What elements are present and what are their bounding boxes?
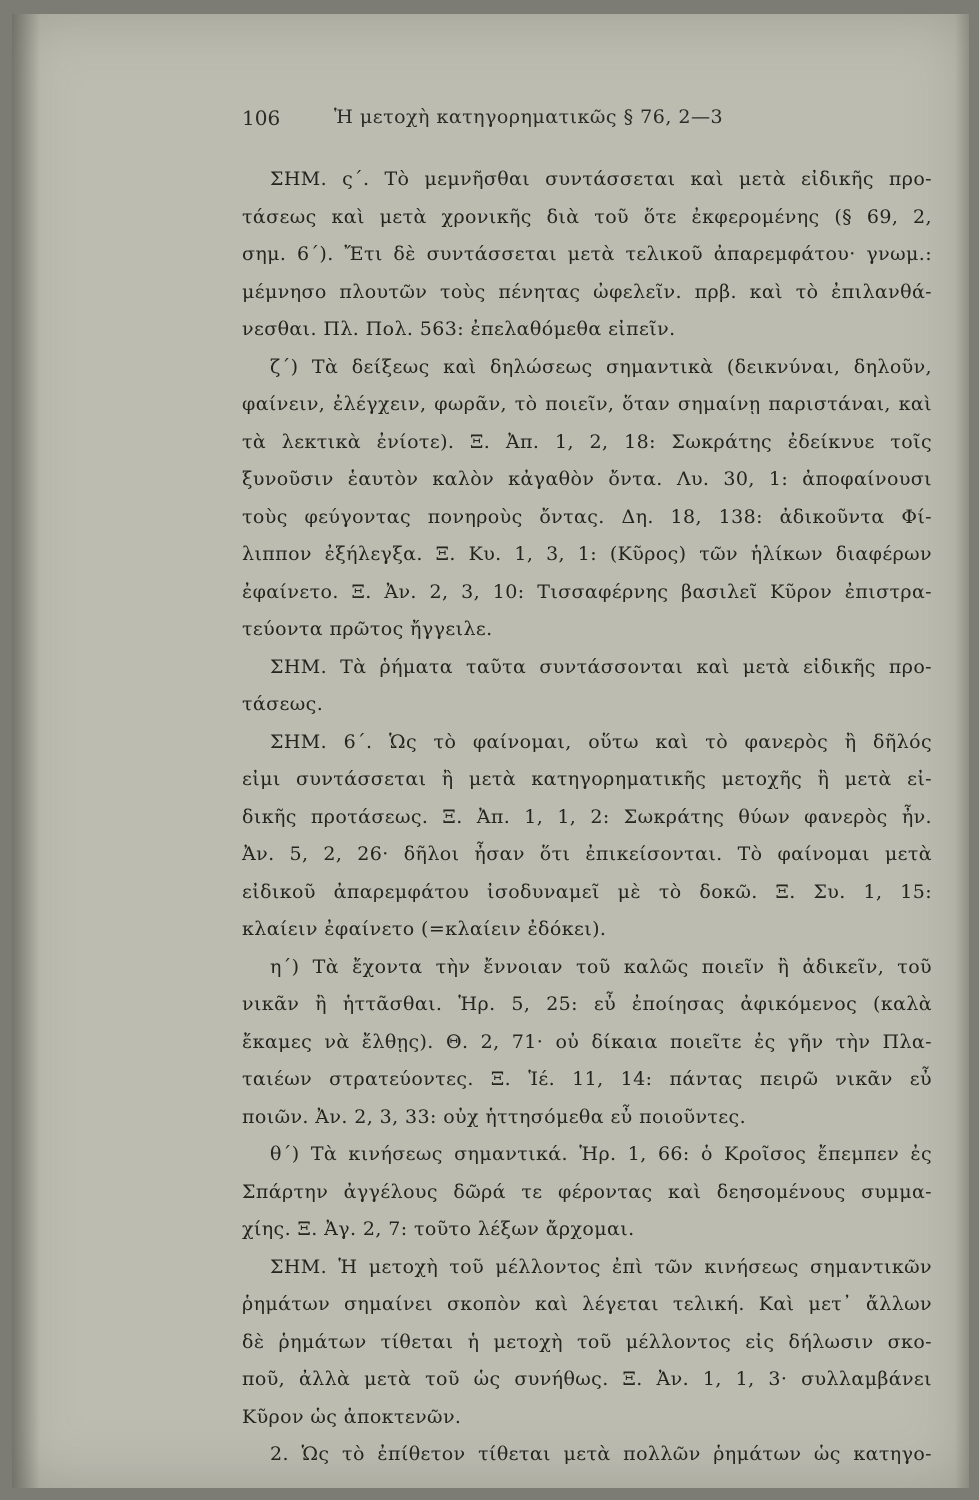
page-header <box>242 102 932 132</box>
text-line: τάσεως καὶ μετὰ χρονικῆς διὰ τοῦ ὅτε ἐκφερομένης (§ 69, 2, <box>242 205 932 228</box>
text-line: η΄) Τὰ ἔχοντα τὴν ἔννοιαν τοῦ καλῶς ποιεῖν ἢ ἀδικεῖν, τοῦ <box>270 955 932 978</box>
text-line: ΣΗΜ. Ἡ μετοχὴ τοῦ μέλλοντος ἐπὶ τῶν κινήσεως σημαντικῶν <box>270 1255 932 1278</box>
text-line: εἰδικοῦ ἀπαρεμφάτου ἰσοδυναμεῖ μὲ τὸ δοκῶ. Ξ. Συ. 1, 15: <box>242 880 932 903</box>
text-line: ξυνοῦσιν ἑαυτὸν καλὸν κἀγαθὸν ὄντα. Λυ. 30, 1: ἀποφαίνουσι <box>242 468 932 490</box>
body-text <box>242 161 932 1474</box>
text-line: ταιέων στρατεύοντες. Ξ. Ἱέ. 11, 14: πάντας πειρῶ νικᾶν εὖ <box>242 1068 932 1090</box>
text-line: Κῦρον ὡς ἀποκτενῶν. <box>242 1405 462 1428</box>
text-line: τοὺς φεύγοντας πονηροὺς ὄντας. Δη. 18, 138: ἀδικοῦντα Φί- <box>242 505 932 528</box>
text-line: τὰ λεκτικὰ ἐνίοτε). Ξ. Ἀπ. 1, 2, 18: Σωκράτης ἐδείκνυε τοῖς <box>242 430 932 453</box>
text-line: 2. Ὡς τὸ ἐπίθετον τίθεται μετὰ πολλῶν ῥημάτων ὡς κατηγο- <box>270 1443 932 1465</box>
text-line: φαίνειν, ἐλέγχειν, φωρᾶν, τὸ ποιεῖν, ὅταν σημαίνῃ παριστάναι, καὶ <box>242 393 932 415</box>
text-line: χίης. Ξ. Ἀγ. 2, 7: τοῦτο λέξων ἄρχομαι. <box>242 1218 635 1240</box>
text-line: λιππον ἐξήλεγξα. Ξ. Κυ. 1, 3, 1: (Κῦρος) τῶν ἡλίκων διαφέρων <box>242 543 932 565</box>
running-title: Ἡ μετοχὴ κατηγορηματικῶς § 76, 2—3 <box>334 106 724 128</box>
text-line: Ἀν. 5, 2, 26· δῆλοι ἦσαν ὅτι ἐπικείσονται. Τὸ φαίνομαι μετὰ <box>242 843 932 865</box>
book-page <box>12 14 969 1488</box>
text-line: ΣΗΜ. ς΄. Τὸ μεμνῆσθαι συντάσσεται καὶ μετὰ εἰδικῆς προ- <box>270 168 932 190</box>
text-line: σημ. 6΄). Ἔτι δὲ συντάσσεται μετὰ τελικοῦ ἀπαρεμφάτου· γνωμ.: <box>242 243 932 265</box>
text-line: ποιῶν. Ἀν. 2, 3, 33: οὐχ ἡττησόμεθα εὖ ποιοῦντες. <box>242 1105 747 1128</box>
text-line: μέμνησο πλουτῶν τοὺς πένητας ὠφελεῖν. πρβ. καὶ τὸ ἐπιλανθά- <box>242 280 932 303</box>
text-line: τεύοντα πρῶτος ἤγγειλε. <box>242 618 493 640</box>
text-line: ἐφαίνετο. Ξ. Ἀν. 2, 3, 10: Τισσαφέρνης βασιλεῖ Κῦρον ἐπιστρα- <box>242 580 932 603</box>
page-number: 106 <box>242 106 281 130</box>
text-line: ζ΄) Τὰ δείξεως καὶ δηλώσεως σημαντικὰ (δεικνύναι, δηλοῦν, <box>270 355 932 378</box>
text-line: ΣΗΜ. Τὰ ῥήματα ταῦτα συντάσσονται καὶ μετὰ εἰδικῆς προ- <box>270 655 932 678</box>
text-line: δικῆς προτάσεως. Ξ. Ἀπ. 1, 1, 2: Σωκράτης θύων φανερὸς ἦν. <box>242 805 932 828</box>
text-line: κλαίειν ἐφαίνετο (=κλαίειν ἐδόκει). <box>242 918 607 940</box>
text-line: εἰμι συντάσσεται ἢ μετὰ κατηγορηματικῆς μετοχῆς ἢ μετὰ εἰ- <box>242 768 932 790</box>
text-line: ποῦ, ἀλλὰ μετὰ τοῦ ὡς συνήθως. Ξ. Ἀν. 1, 1, 3· συλλαμβάνει <box>242 1368 932 1390</box>
text-line: Σπάρτην ἀγγέλους δῶρά τε φέροντας καὶ δεησομένους συμμα- <box>242 1180 932 1203</box>
text-line: ῥημάτων σημαίνει σκοπὸν καὶ λέγεται τελική. Καὶ μετ᾽ ἄλλων <box>242 1293 932 1315</box>
text-line: ἔκαμες νὰ ἔλθῃς). Θ. 2, 71· οὐ δίκαια ποιεῖτε ἐς γῆν τὴν Πλα- <box>242 1030 932 1053</box>
text-line: τάσεως. <box>242 693 324 715</box>
text-line: θ΄) Τὰ κινήσεως σημαντικά. Ἡρ. 1, 66: ὁ Κροῖσος ἔπεμπεν ἐς <box>270 1143 932 1165</box>
text-line: νεσθαι. Πλ. Πολ. 563: ἐπελαθόμεθα εἰπεῖν. <box>242 318 676 340</box>
text-line: δὲ ῥημάτων τίθεται ἡ μετοχὴ τοῦ μέλλοντος εἰς δήλωσιν σκο- <box>242 1330 932 1353</box>
text-line: νικᾶν ἢ ἡττᾶσθαι. Ἡρ. 5, 25: εὖ ἐποίησας ἀφικόμενος (καλὰ <box>242 993 932 1015</box>
text-line: ΣΗΜ. 6΄. Ὡς τὸ φαίνομαι, οὕτω καὶ τὸ φανερὸς ἢ δῆλός <box>270 730 932 753</box>
